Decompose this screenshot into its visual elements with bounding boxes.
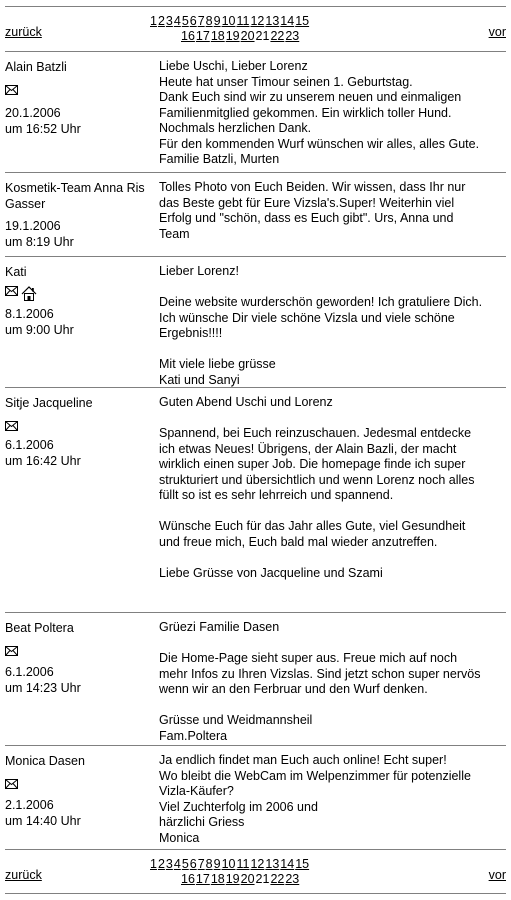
contact-icons [5, 286, 37, 301]
message-line: füllt so ist es sehr lehrreich und spannend. [159, 488, 394, 502]
entry-timestamp [5, 306, 74, 338]
page-link[interactable]: 5 [181, 857, 189, 871]
message-line: Erfolg und "schön, dass es Euch gibt". Urs, Anna und [159, 211, 454, 225]
page-link[interactable]: 16 [181, 872, 195, 886]
guestbook-entry [0, 745, 511, 849]
message-line: mehr Infos zu Ihren Vizslas. Sind jetzt schon super nervös [159, 666, 481, 681]
pagination-bottom [0, 857, 511, 889]
divider [5, 893, 506, 894]
message-line: Tolles Photo von Euch Beiden. Wir wissen, dass Ihr nur [159, 180, 466, 194]
mail-icon[interactable] [5, 779, 18, 789]
message-line: Monica [159, 830, 200, 845]
message-paragraph [159, 357, 504, 388]
entry-message [159, 180, 504, 242]
message-paragraph [159, 395, 504, 411]
message-line: Wo bleibt die WebCam im Welpenzimmer für potenzielle [159, 768, 471, 783]
message-line: Ich wünsche Dir viele schöne Vizsla und viele schöne [159, 310, 455, 325]
back-link[interactable]: zurück [5, 868, 42, 882]
page-link[interactable]: 8 [205, 857, 213, 871]
page-link[interactable]: 2 [157, 857, 165, 871]
message-paragraph [159, 566, 504, 582]
entry-message [159, 753, 504, 846]
mail-icon[interactable] [5, 85, 18, 95]
entry-time: um 8:19 Uhr [5, 235, 74, 249]
message-paragraph [159, 59, 504, 168]
entry-timestamp [5, 437, 81, 469]
message-paragraph [159, 620, 504, 636]
message-line: Viel Zuchterfolg im 2006 und [159, 799, 318, 814]
entry-date: 20.1.2006 [5, 106, 61, 120]
page-link[interactable]: 8 [205, 14, 213, 28]
message-line: Lieber Lorenz! [159, 264, 239, 278]
page-link[interactable]: 7 [197, 857, 205, 871]
page-link[interactable]: 10 [221, 14, 236, 28]
entry-date: 19.1.2006 [5, 219, 61, 233]
entry-date: 6.1.2006 [5, 438, 54, 452]
guestbook-entry [0, 51, 511, 172]
divider [5, 849, 506, 850]
page-link[interactable]: 22 [270, 29, 285, 43]
divider [5, 6, 506, 7]
entry-timestamp [5, 218, 74, 250]
message-line: Heute hat unser Timour seinen 1. Geburtstag. [159, 74, 413, 89]
page-link[interactable]: 11 [236, 857, 250, 871]
mail-icon[interactable] [5, 646, 18, 656]
author-name: Beat Poltera [5, 621, 74, 635]
page-link[interactable]: 17 [195, 29, 210, 43]
message-line: Ergebnis!!!! [159, 326, 223, 340]
entry-timestamp [5, 105, 81, 137]
entry-message [159, 264, 504, 388]
author-name: Alain Batzli [5, 60, 67, 74]
guestbook-entry [0, 387, 511, 612]
message-line: strukturiert und übersichtlich und wenn Lorenz noch alles [159, 472, 475, 487]
message-line: Grüsse und Weidmannsheil [159, 713, 313, 727]
message-line: wenn wir an den Ferbruar und den Wurf denken. [159, 682, 428, 696]
author-name: Monica Dasen [5, 754, 85, 768]
page-links [150, 857, 370, 887]
message-paragraph [159, 651, 504, 698]
contact-icons [5, 85, 18, 95]
page-link[interactable]: 12 [250, 14, 265, 28]
entry-date: 6.1.2006 [5, 665, 54, 679]
mail-icon[interactable] [5, 421, 18, 431]
page-link[interactable]: 21 [255, 872, 270, 886]
message-line: Vizla-Käufer? [159, 784, 234, 798]
message-line: Für den kommenden Wurf wünschen wir alles, alles Gute. [159, 136, 480, 151]
entry-date: 2.1.2006 [5, 798, 54, 812]
page-link[interactable]: 4 [173, 14, 181, 28]
pagination-top [0, 14, 511, 46]
entry-time: um 14:40 Uhr [5, 814, 81, 828]
entry-time: um 16:42 Uhr [5, 454, 81, 468]
entry-message [159, 59, 504, 168]
entry-time: um 9:00 Uhr [5, 323, 74, 337]
message-line: Ja endlich findet man Euch auch online! Echt super! [159, 753, 447, 767]
page-link[interactable]: 13 [265, 14, 280, 28]
page-link[interactable]: 11 [236, 14, 250, 28]
page-link[interactable]: 20 [240, 872, 255, 886]
message-line: und freue mich, Euch bald mal wieder anzutreffen. [159, 534, 438, 549]
message-line: Spannend, bei Euch reinzuschauen. Jedesmal entdecke [159, 426, 472, 440]
contact-icons [5, 779, 18, 789]
page-link[interactable]: 9 [213, 14, 221, 28]
message-paragraph [159, 295, 504, 342]
guestbook-entry [0, 256, 511, 387]
message-line: Guten Abend Uschi und Lorenz [159, 395, 333, 409]
entry-time: um 16:52 Uhr [5, 122, 81, 136]
page-link[interactable]: 19 [225, 872, 240, 886]
message-paragraph [159, 519, 504, 550]
page-link[interactable]: 18 [210, 872, 225, 886]
forward-link[interactable]: vor [488, 868, 506, 882]
entry-timestamp [5, 664, 81, 696]
page-links [150, 14, 370, 44]
entry-time: um 14:23 Uhr [5, 681, 81, 695]
message-line: härzlichi Griess [159, 815, 245, 829]
page-link[interactable]: 21 [255, 29, 270, 43]
message-line: Fam.Poltera [159, 728, 228, 743]
page-links-row2 [150, 872, 370, 887]
page-link[interactable]: 12 [250, 857, 265, 871]
page-link[interactable]: 3 [165, 14, 173, 28]
page-links-row1 [150, 857, 370, 872]
mail-icon[interactable] [5, 286, 18, 301]
message-line: Die Home-Page sieht super aus. Freue mich auf noch [159, 651, 458, 665]
message-line: Nochmals herzlichen Dank. [159, 121, 312, 135]
page-link[interactable]: 9 [213, 857, 221, 871]
page-link[interactable]: 1 [150, 14, 157, 28]
page-link[interactable]: 5 [181, 14, 189, 28]
page-link[interactable]: 23 [285, 872, 300, 886]
page-link[interactable]: 2 [157, 14, 165, 28]
message-line: wirklich einen super Job. Die homepage finde ich super [159, 457, 466, 471]
author-name: Sitje Jacqueline [5, 396, 93, 410]
entry-date: 8.1.2006 [5, 307, 54, 321]
author-name: Kosmetik-Team Anna Ris Gasser [5, 181, 145, 211]
guestbook-entry [0, 172, 511, 256]
message-line: Dank Euch sind wir zu unserem neuen und einmaligen [159, 90, 462, 104]
guestbook-entry [0, 612, 511, 745]
message-line: Team [159, 226, 190, 241]
author-name: Kati [5, 265, 27, 279]
page-links-row1 [150, 14, 370, 29]
message-line: Familienmitglied gekommen. Ein wirklich toller Hund. [159, 105, 452, 120]
message-paragraph [159, 713, 504, 744]
message-paragraph [159, 264, 504, 280]
page-link[interactable]: 14 [280, 857, 295, 871]
page-link[interactable]: 6 [189, 857, 197, 871]
page-link[interactable]: 14 [280, 14, 295, 28]
message-line: Liebe Uschi, Lieber Lorenz [159, 59, 308, 73]
page-link[interactable]: 17 [195, 872, 210, 886]
page-link[interactable]: 15 [295, 857, 310, 871]
message-line: Kati und Sanyi [159, 372, 240, 387]
contact-icons [5, 421, 18, 431]
message-line: Deine website wurderschön geworden! Ich gratuliere Dich. [159, 295, 483, 309]
forward-link[interactable]: vor [488, 25, 506, 39]
entry-message [159, 395, 504, 581]
message-line: Grüezi Familie Dasen [159, 620, 280, 634]
page-link[interactable]: 4 [173, 857, 181, 871]
page-link[interactable]: 10 [221, 857, 236, 871]
message-paragraph [159, 426, 504, 504]
page-link[interactable]: 3 [165, 857, 173, 871]
message-line: Liebe Grüsse von Jacqueline und Szami [159, 565, 383, 580]
page-link[interactable]: 16 [181, 29, 195, 43]
page-link[interactable]: 18 [210, 29, 225, 43]
page-link[interactable]: 6 [189, 14, 197, 28]
message-line: das Beste gebt für Eure Vizsla's.Super! Weiterhin viel [159, 195, 455, 210]
message-line: ich etwas Neues! Übrigens, der Alain Bazli, der macht [159, 441, 457, 456]
back-link[interactable]: zurück [5, 25, 42, 39]
page-link[interactable]: 20 [240, 29, 255, 43]
message-line: Mit viele liebe grüsse [159, 357, 276, 371]
message-line: Wünsche Euch für das Jahr alles Gute, viel Gesundheit [159, 519, 466, 533]
message-paragraph [159, 180, 504, 242]
page-link[interactable]: 22 [270, 872, 285, 886]
page-link[interactable]: 19 [225, 29, 240, 43]
page-link[interactable]: 1 [150, 857, 157, 871]
page-link[interactable]: 13 [265, 857, 280, 871]
contact-icons [5, 646, 18, 656]
page-link[interactable]: 23 [285, 29, 300, 43]
entry-timestamp [5, 797, 81, 829]
message-line: Familie Batzli, Murten [159, 152, 280, 166]
page-link[interactable]: 15 [295, 14, 310, 28]
page-link[interactable]: 7 [197, 14, 205, 28]
message-paragraph [159, 753, 504, 846]
home-icon[interactable] [21, 286, 37, 301]
entry-message [159, 620, 504, 744]
page-links-row2 [150, 29, 370, 44]
